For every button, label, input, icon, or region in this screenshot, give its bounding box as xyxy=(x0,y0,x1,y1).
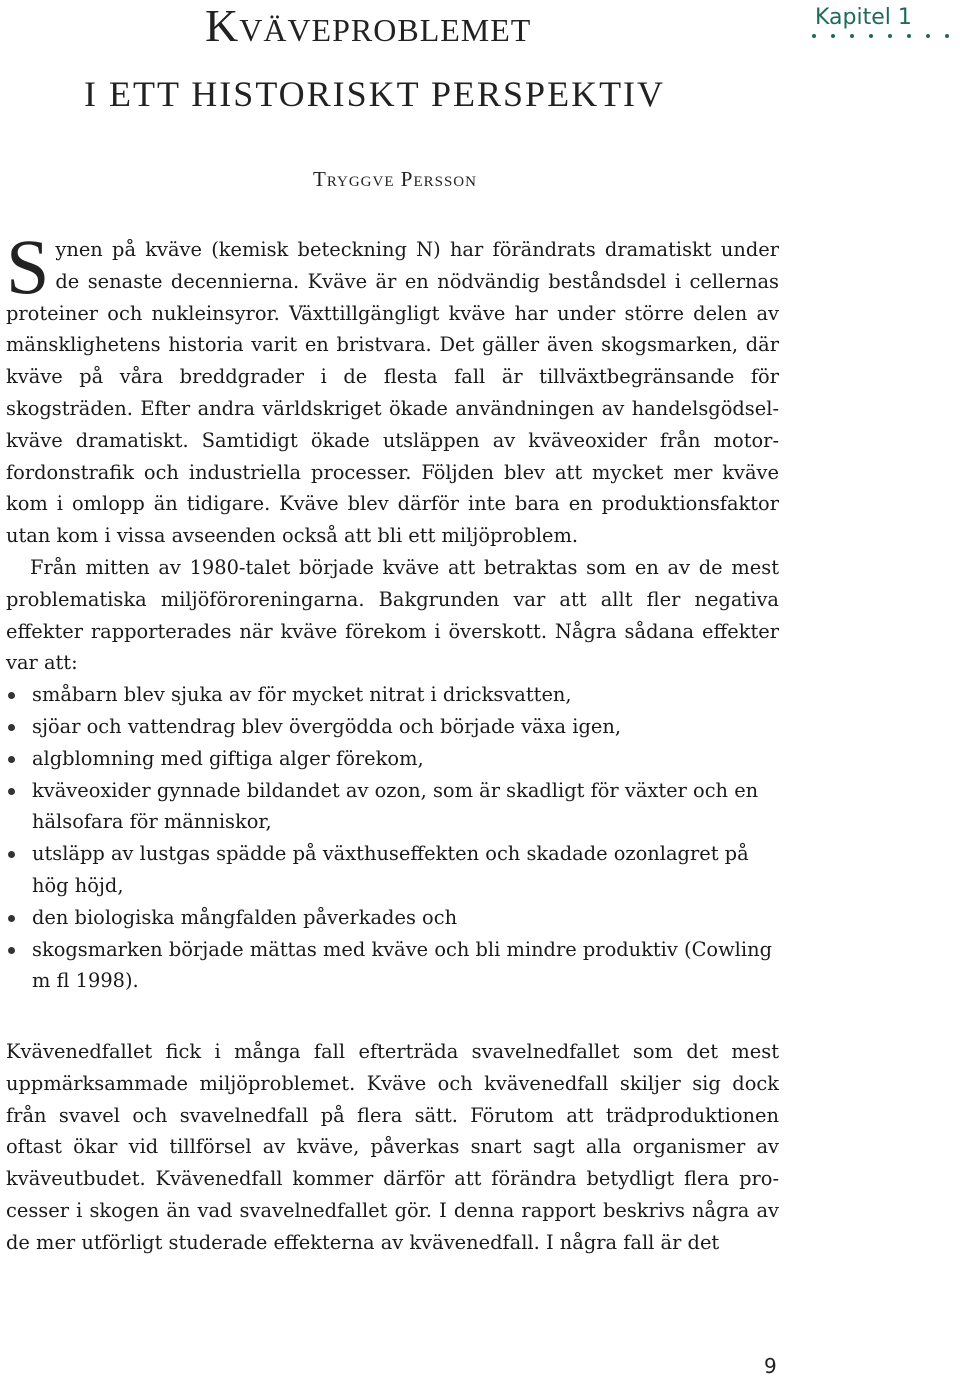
list-item: småbarn blev sjuka av för mycket nitrat i dricksvatten, xyxy=(32,679,779,711)
list-item: algblomning med giftiga alger förekom, xyxy=(32,743,779,775)
body-text-lower xyxy=(6,1036,779,1259)
intro-text: ynen på kväve (kemisk beteckning N) har förändrats dramatiskt under de senaste decennierna. Kväve är en nödvändig beståndsdel i cellernas proteiner och nukleinsyror. Växttillgängligt kväve har under större delen av mänsklighetens historia varit en bristvara. Det gäller även skogsmarken, där kväve på våra breddgrader i de flesta fall är tillväxtbegränsande för skogsträden. Efter andra världskriget ökade användningen av handelsgödselkväve dramatiskt. Samtidigt ökade utsläppen av kväveoxider från motorfordonstrafik och industriella processer. Följden blev att mycket mer kväve kom i omlopp än tidigare. Kväve blev därför inte bara en produktionsfaktor utan kom i vissa avseenden också att bli ett miljöproblem. xyxy=(6,238,779,548)
bullet-icon xyxy=(8,788,15,795)
bullet-icon xyxy=(8,851,15,858)
deposition-paragraph: Kvävenedfallet fick i många fall efterträda svavelnedfallet som det mest uppmärksammade miljöproblemet. Kväve och kvävenedfall skiljer sig dock från svavel och svavelnedfall på flera sätt. Förutom att trädproduktionen oftast ökar vid tillförsel av kväve, påverkas snart sagt alla organismer av kväveutbudet. Kvävenedfall kommer därför att förändra betydligt flera processer i skogen än vad svavelnedfallet gör. I denna rapport beskrivs några av de mer utförligt studerade effekterna av kvävenedfall. I några fall är det xyxy=(6,1040,779,1254)
author-name: Tryggve Persson xyxy=(313,167,477,191)
list-item: kväveoxider gynnade bildandet av ozon, som är skadligt för växter och en hälsofara för människor, xyxy=(32,775,779,839)
intro-paragraph xyxy=(6,223,779,552)
list-item: utsläpp av lustgas spädde på växthuseffekten och skadade ozonlagret på hög höjd, xyxy=(32,838,779,902)
bullet-icon xyxy=(8,692,15,699)
list-item: den biologiska mångfalden påverkades och xyxy=(32,902,779,934)
chapter-label: Kapitel 1 xyxy=(815,5,912,30)
bullet-icon xyxy=(8,756,15,763)
chapter-title-line-1: Kväveproblemet xyxy=(205,0,532,51)
effects-paragraph: Från mitten av 1980-talet började kväve att betraktas som en av de mest problematiska miljöföroreningarna. Bakgrunden var att allt fler negativa effekter rapporterades när kväve förekom i överskott. Några sådana effekter var att: xyxy=(6,555,779,675)
body-text-upper xyxy=(6,223,779,997)
list-item: skogsmarken började mättas med kväve och bli mindre produktiv (Cowling m fl 1998). xyxy=(32,934,779,998)
chapter-title-line-2: I ETT HISTORISKT PERSPEKTIV xyxy=(84,74,666,114)
page-number: 9 xyxy=(764,1354,777,1378)
drop-cap: S xyxy=(6,223,50,310)
bullet-icon xyxy=(8,724,15,731)
bullet-icon xyxy=(8,947,15,954)
list-item: sjöar och vattendrag blev övergödda och började växa igen, xyxy=(32,711,779,743)
bullet-icon xyxy=(8,915,15,922)
effects-list xyxy=(6,679,779,997)
chapter-dots-decoration xyxy=(812,30,960,42)
